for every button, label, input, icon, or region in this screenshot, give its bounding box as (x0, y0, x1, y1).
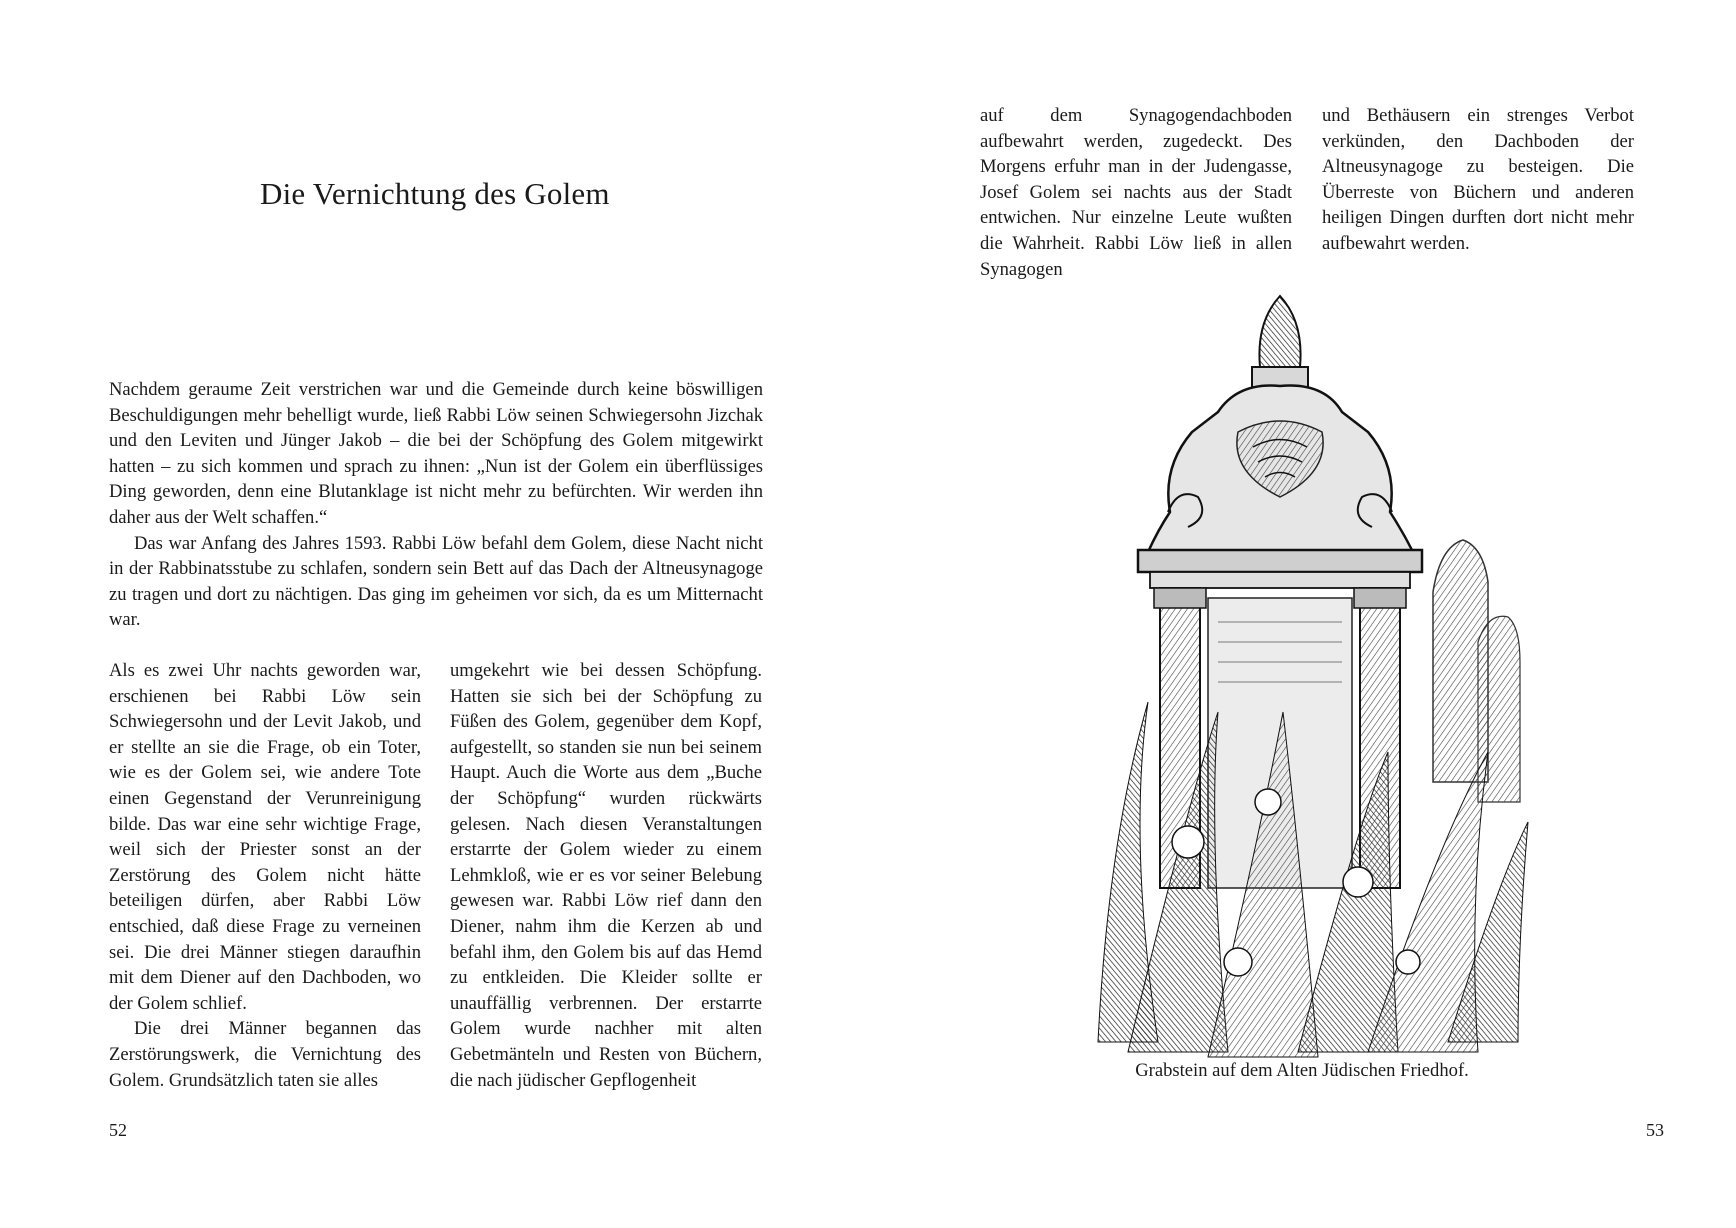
right-page (868, 0, 1736, 1228)
left-column-1-paragraph-2: Die drei Männer begannen das Zerstörungswerk, die Vernichtung des Golem. Grundsätzlich taten sie alles (109, 1018, 421, 1091)
page-number-right: 53 (1646, 1120, 1664, 1140)
chapter-title: Die Vernichtung des Golem (260, 176, 610, 211)
intro-paragraph-1: Nachdem geraume Zeit verstrichen war und die Gemeinde durch keine böswilligen Beschuldigungen mehr behelligt wurde, ließ Rabbi Löw seinen Schwiegersohn Jizchak und den Leviten und Jünger Jakob – die bei der Schöpfung des Golem mitgewirkt hatten – zu sich kommen und sprach zu ihnen: „Nun ist der Golem ein überflüssiges Ding geworden, denn eine Blutanklage ist nicht mehr zu befürchten. Wir werden ihn daher aus der Welt schaffen.“ (109, 379, 763, 528)
left-column-2 (450, 658, 762, 1093)
gravestone-illustration (1068, 282, 1538, 1062)
left-column-2-paragraph: umgekehrt wie bei dessen Schöpfung. Hatten sie sich bei der Schöpfung zu Füßen des Golem, gegenüber dem Kopf, aufgestellt, so standen sie nun bei seinem Haupt. Auch die Worte aus dem „Buche der Schöpfung“ wurden rückwärts gelesen. Nach diesen Veranstaltungen erstarrte der Golem wieder zu einem Lehmkloß, wie er es vor seiner Belebung gewesen war. Rabbi Löw rief dann den Diener, nahm ihm die Kerzen ab und befahl ihm, den Golem bis auf das Hemd zu entkleiden. Die Kleider sollte er unauffällig verbrennen. Der erstarrte Golem wurde nachher mit alten Gebetmänteln und Resten von Büchern, die nach jüdischer Gepflogenheit (450, 660, 762, 1091)
right-column-1 (980, 103, 1292, 282)
intro-paragraph-2: Das war Anfang des Jahres 1593. Rabbi Löw befahl dem Golem, diese Nacht nicht in der Rabbinatsstube zu schlafen, sondern sein Bett auf das Dach der Altneusynagoge zu tragen und dort zu nächtigen. Das ging im geheimen vor sich, da es um Mitternacht war. (109, 532, 763, 631)
right-column-2 (1322, 103, 1634, 257)
left-column-1 (109, 658, 421, 1093)
illustration-caption-text: Grabstein auf dem Alten Jüdischen Friedhof. (1135, 1060, 1469, 1081)
right-column-2-paragraph: und Bethäusern ein strenges Verbot verkünden, den Dachboden der Altneusynagoge zu besteigen. Die Überreste von Büchern und anderen heiligen Dingen durften dort nicht mehr aufbewahrt werden. (1322, 105, 1634, 254)
intro-text (109, 377, 763, 633)
illustration-caption (868, 1060, 1736, 1082)
left-column-1-paragraph-1: Als es zwei Uhr nachts geworden war, erschienen bei Rabbi Löw sein Schwiegersohn und der Levit Jakob, und er stellte an sie die Frage, ob ein Toter, wie es der Golem sei, wie andere Tote einen Gegenstand der Verunreinigung bilde. Das war eine sehr wichtige Frage, weil sich der Priester sonst an der Zerstörung des Golem nicht hätte beteiligen dürfen, aber Rabbi Löw entschied, daß diese Frage zu verneinen sei. Die drei Männer stiegen daraufhin mit dem Diener auf den Dachboden, wo der Golem schlief. (109, 660, 421, 1014)
right-column-1-paragraph: auf dem Synagogendachboden aufbewahrt werden, zugedeckt. Des Morgens erfuhr man in der Judengasse, Josef Golem sei nachts aus der Stadt entwichen. Nur einzelne Leute wußten die Wahrheit. Rabbi Löw ließ in allen Synagogen (980, 105, 1292, 280)
page-number-left: 52 (109, 1120, 127, 1140)
